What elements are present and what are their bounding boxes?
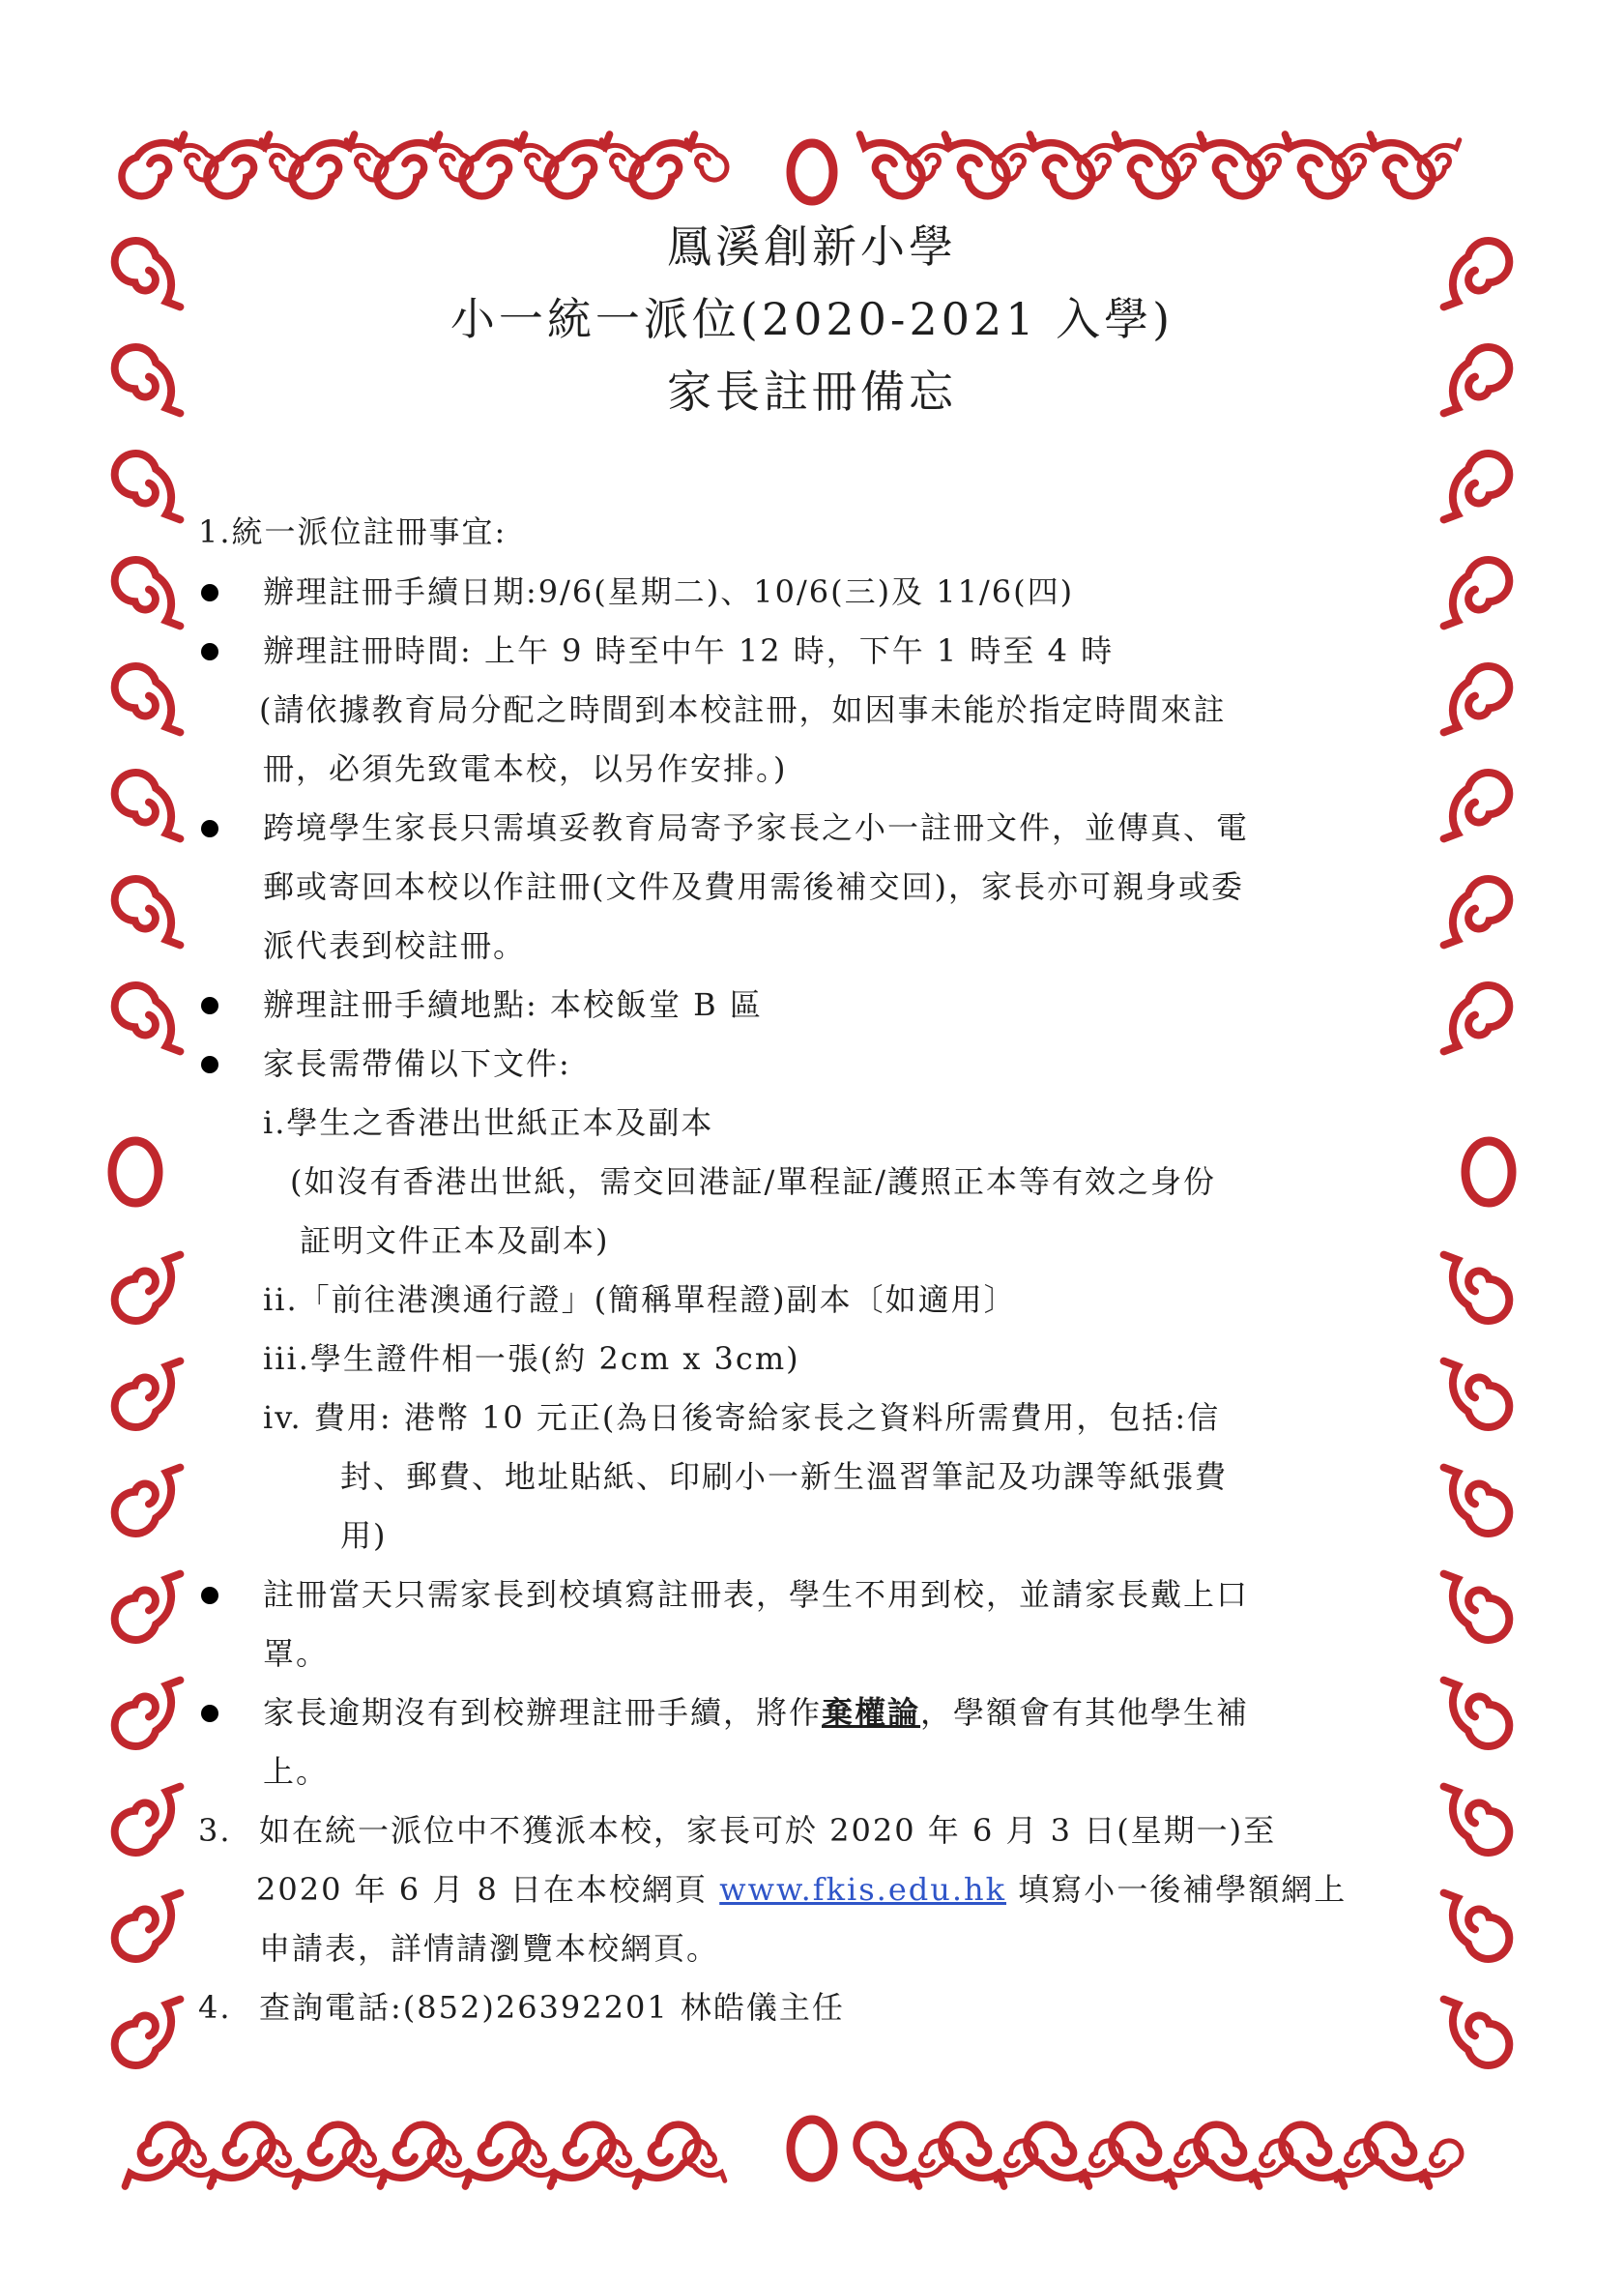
documents-heading: 家長需帶備以下文件:	[263, 1045, 571, 1082]
section-4-number: 4.	[198, 1989, 232, 2026]
document-item-iii: iii.學生證件相一張(約 2cm x 3cm)	[263, 1340, 800, 1377]
cross-border-note-end: 派代表到校註冊。	[263, 927, 527, 964]
registration-time-note: (請依據教育局分配之時間到本校註冊，如因事未能於指定時間來註	[259, 691, 1227, 728]
section-3-line-2	[256, 1868, 1347, 1911]
registration-time-note-cont: 冊，必須先致電本校，以另作安排。)	[263, 750, 788, 787]
document-item-iv: iv. 費用: 港幣 10 元正(為日後寄給家長之資料所需費用，包括:信	[263, 1399, 1221, 1436]
document-subtitle: 小一統一派位(2020-2021 入學)	[450, 293, 1174, 345]
school-name: 鳳溪創新小學	[667, 220, 957, 273]
bullet-icon	[201, 997, 218, 1014]
forfeit-note-pre: 家長逾期沒有到校辦理註冊手續，將作	[263, 1694, 823, 1731]
forfeit-keyword: 棄權論	[822, 1694, 921, 1731]
section-3-number: 3.	[198, 1812, 232, 1849]
section-3-line-2-pre: 2020 年 6 月 8 日在本校網頁	[256, 1871, 720, 1908]
document-item-i: i.學生之香港出世紙正本及副本	[263, 1104, 714, 1141]
registration-location: 辦理註冊手續地點: 本校飯堂 B 區	[263, 986, 763, 1023]
cross-border-note-cont: 郵或寄回本校以作註冊(文件及費用需後補交回)，家長亦可親身或委	[263, 868, 1244, 905]
document-item-iv-end: 用)	[340, 1517, 388, 1554]
enquiry-phone: 查詢電話:(852)26392201 林皓儀主任	[259, 1989, 845, 2026]
bullet-icon	[201, 1705, 218, 1722]
bullet-icon	[201, 820, 218, 837]
document-item-ii: ii.「前往港澳通行證」(簡稱單程證)副本〔如適用〕	[263, 1281, 1017, 1318]
bullet-icon	[201, 1587, 218, 1604]
cross-border-note: 跨境學生家長只需填妥教育局寄予家長之小一註冊文件，並傳真、電	[263, 809, 1250, 846]
registration-dates: 辦理註冊手續日期:9/6(星期二)、10/6(三)及 11/6(四)	[263, 573, 1075, 610]
section-3-line-2-post: 填寫小一後補學額網上	[1006, 1871, 1348, 1908]
forfeit-note-post: ，學額會有其他學生補	[920, 1694, 1250, 1731]
document-item-iv-cont: 封、郵費、地址貼紙、印刷小一新生溫習筆記及功課等紙張費	[340, 1458, 1229, 1495]
bullet-icon	[201, 1056, 218, 1073]
forfeit-note-end: 上。	[263, 1753, 330, 1790]
section-3-line-1: 如在統一派位中不獲派本校，家長可於 2020 年 6 月 3 日(星期一)至	[259, 1812, 1277, 1849]
section-1-heading: 1.統一派位註冊事宜:	[198, 513, 508, 550]
section-3-line-3: 申請表，詳情請瀏覽本校網頁。	[259, 1930, 720, 1967]
document-title: 家長註冊備忘	[667, 366, 957, 418]
parent-only-note: 註冊當天只需家長到校填寫註冊表，學生不用到校，並請家長戴上口	[263, 1576, 1250, 1613]
bullet-icon	[201, 584, 218, 601]
parent-only-note-end: 罩。	[263, 1635, 330, 1672]
registration-time: 辦理註冊時間: 上午 9 時至中午 12 時，下午 1 時至 4 時	[263, 632, 1115, 669]
document-item-i-note-cont: 証明文件正本及副本)	[300, 1222, 610, 1259]
bullet-icon	[201, 643, 218, 660]
forfeit-note	[263, 1691, 1249, 1734]
document-item-i-note: (如沒有香港出世紙，需交回港証/單程証/護照正本等有效之身份	[290, 1163, 1217, 1200]
school-website-link[interactable]: www.fkis.edu.hk	[719, 1871, 1007, 1908]
